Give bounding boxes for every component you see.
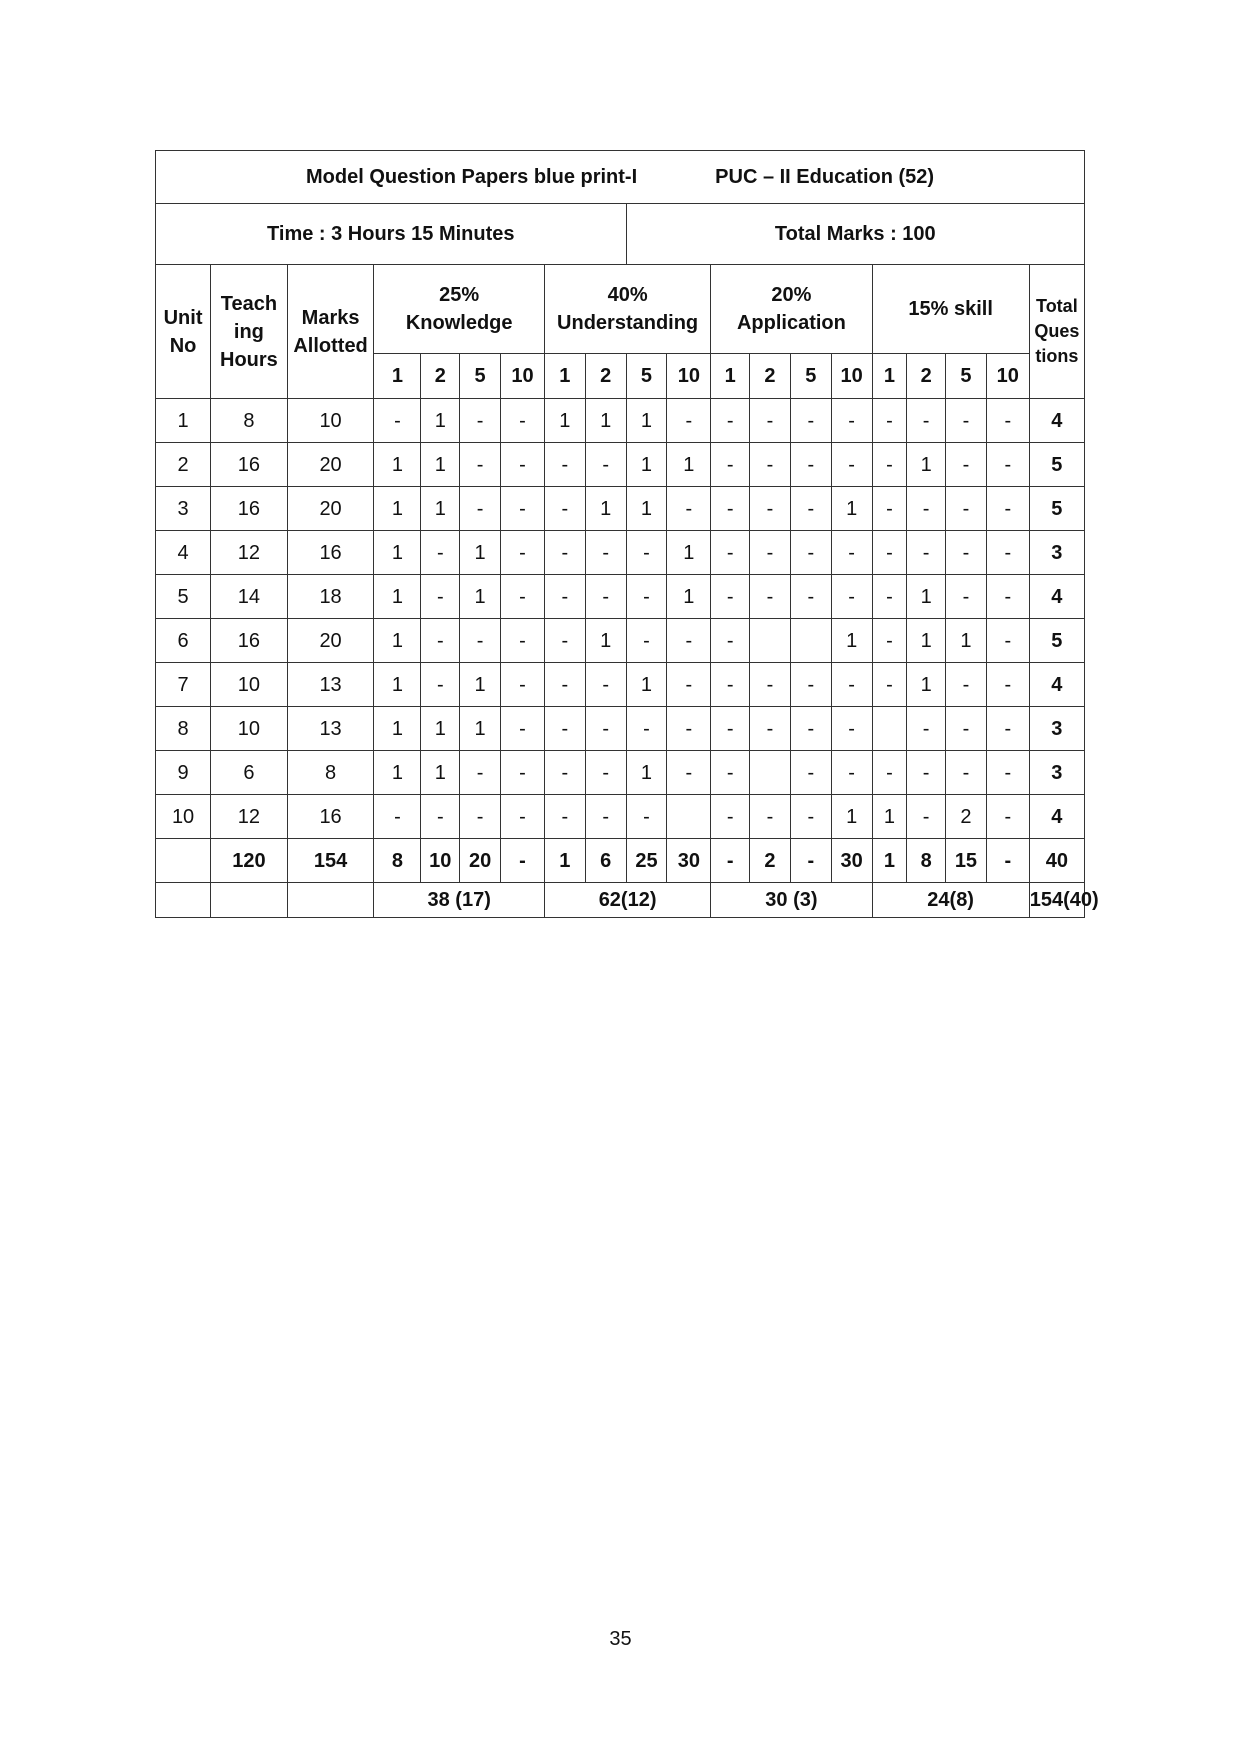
count-cell: 1 — [374, 443, 421, 487]
group-summary-row — [156, 883, 1085, 918]
count-cell: - — [544, 487, 585, 531]
count-cell: 1 — [831, 487, 872, 531]
count-cell: - — [585, 443, 626, 487]
time-label: Time : 3 Hours 15 Minutes — [156, 204, 627, 265]
count-cell: - — [872, 531, 907, 575]
count-cell: - — [831, 751, 872, 795]
marks-cell: 16 — [287, 795, 374, 839]
table-row — [156, 575, 1085, 619]
mark-col-header: 2 — [585, 354, 626, 399]
count-cell: - — [544, 707, 585, 751]
count-cell: - — [790, 531, 831, 575]
count-cell: - — [872, 399, 907, 443]
count-cell — [790, 619, 831, 663]
count-cell: 1 — [946, 619, 987, 663]
hours-cell: 16 — [211, 443, 288, 487]
count-cell: - — [711, 707, 750, 751]
count-cell: - — [790, 707, 831, 751]
count-cell: 1 — [872, 795, 907, 839]
count-cell: - — [501, 751, 545, 795]
mark-col-header: 5 — [790, 354, 831, 399]
count-cell: - — [872, 663, 907, 707]
count-cell: - — [872, 487, 907, 531]
count-cell: - — [421, 619, 460, 663]
count-cell: - — [831, 443, 872, 487]
table-row — [156, 707, 1085, 751]
count-cell: 1 — [831, 619, 872, 663]
count-cell: - — [790, 751, 831, 795]
count-total-cell: 8 — [374, 839, 421, 883]
count-cell: - — [946, 663, 987, 707]
count-cell: - — [501, 531, 545, 575]
total-cell: 4 — [1029, 663, 1084, 707]
count-cell: - — [907, 751, 946, 795]
total-cell: 3 — [1029, 531, 1084, 575]
unit-no-header: Unit No — [156, 265, 211, 399]
count-cell: 1 — [374, 707, 421, 751]
count-cell: - — [501, 575, 545, 619]
count-cell: - — [750, 399, 791, 443]
count-cell: - — [872, 619, 907, 663]
table-row — [156, 751, 1085, 795]
marks-cell: 18 — [287, 575, 374, 619]
mark-col-header: 2 — [750, 354, 791, 399]
teaching-hours-header: Teach ing Hours — [211, 265, 288, 399]
mark-col-header: 10 — [667, 354, 711, 399]
count-cell: - — [711, 575, 750, 619]
count-cell: - — [872, 443, 907, 487]
mark-col-header: 1 — [544, 354, 585, 399]
mark-col-header: 1 — [872, 354, 907, 399]
title-left: Model Question Papers blue print-I — [306, 166, 638, 188]
page-number: 35 — [609, 1628, 632, 1650]
count-cell: - — [790, 795, 831, 839]
count-cell: - — [831, 575, 872, 619]
count-cell: 1 — [907, 663, 946, 707]
count-cell: - — [667, 707, 711, 751]
count-cell: - — [946, 707, 987, 751]
unit-cell: 1 — [156, 399, 211, 443]
count-cell: 1 — [907, 443, 946, 487]
total-questions-header: Total Ques tions — [1029, 265, 1084, 399]
count-cell: 1 — [421, 443, 460, 487]
unit-cell: 10 — [156, 795, 211, 839]
count-cell: - — [986, 707, 1029, 751]
count-cell: 1 — [667, 531, 711, 575]
marks-cell: 20 — [287, 487, 374, 531]
count-cell: 2 — [946, 795, 987, 839]
skill-header: 15% skill — [872, 265, 1029, 354]
count-cell: - — [831, 707, 872, 751]
count-total-cell: 6 — [585, 839, 626, 883]
count-cell: - — [667, 619, 711, 663]
application-header: 20% Application — [711, 265, 872, 354]
count-cell: - — [501, 795, 545, 839]
marks-cell: 10 — [287, 399, 374, 443]
count-cell: 1 — [667, 575, 711, 619]
count-cell: - — [831, 663, 872, 707]
count-cell: - — [626, 795, 667, 839]
count-cell: - — [872, 751, 907, 795]
count-total-cell: 20 — [460, 839, 501, 883]
count-cell: - — [750, 795, 791, 839]
marks-cell: 20 — [287, 443, 374, 487]
count-cell: - — [544, 751, 585, 795]
hours-total-cell: 120 — [211, 839, 288, 883]
count-cell: - — [946, 575, 987, 619]
count-cell: - — [544, 531, 585, 575]
hours-cell: 16 — [211, 487, 288, 531]
count-cell — [872, 707, 907, 751]
count-cell: 1 — [421, 751, 460, 795]
count-cell: 1 — [626, 487, 667, 531]
table-row — [156, 487, 1085, 531]
unit-cell: 6 — [156, 619, 211, 663]
count-cell: - — [544, 663, 585, 707]
count-cell: - — [585, 707, 626, 751]
count-cell: - — [750, 531, 791, 575]
hours-cell: 12 — [211, 795, 288, 839]
group-total-cell: 38 (17) — [374, 883, 544, 918]
mark-col-header: 1 — [374, 354, 421, 399]
count-cell: - — [711, 663, 750, 707]
count-cell: - — [986, 487, 1029, 531]
count-cell: - — [585, 751, 626, 795]
total-cell: 5 — [1029, 487, 1084, 531]
table-row — [156, 399, 1085, 443]
count-cell: - — [501, 487, 545, 531]
count-cell: - — [626, 707, 667, 751]
count-cell: - — [711, 751, 750, 795]
total-cell: 5 — [1029, 619, 1084, 663]
unit-cell: 8 — [156, 707, 211, 751]
count-cell — [750, 619, 791, 663]
hours-cell: 8 — [211, 399, 288, 443]
count-cell: - — [986, 575, 1029, 619]
table-row — [156, 531, 1085, 575]
hours-cell: 10 — [211, 707, 288, 751]
mark-col-header: 1 — [711, 354, 750, 399]
count-total-cell: 2 — [750, 839, 791, 883]
count-total-cell: - — [986, 839, 1029, 883]
hours-cell: 10 — [211, 663, 288, 707]
count-cell: - — [790, 663, 831, 707]
total-marks-label: Total Marks : 100 — [626, 204, 1084, 265]
unit-cell: 9 — [156, 751, 211, 795]
count-cell: - — [711, 531, 750, 575]
total-cell: 3 — [1029, 751, 1084, 795]
count-cell: - — [907, 487, 946, 531]
table-row — [156, 663, 1085, 707]
unit-cell: 2 — [156, 443, 211, 487]
count-total-cell: 10 — [421, 839, 460, 883]
mark-col-header: 10 — [986, 354, 1029, 399]
table-row — [156, 795, 1085, 839]
marks-cell: 13 — [287, 707, 374, 751]
count-cell: - — [831, 531, 872, 575]
blueprint-table — [155, 150, 1099, 918]
count-cell: - — [750, 443, 791, 487]
count-cell: - — [750, 487, 791, 531]
count-cell: - — [986, 619, 1029, 663]
count-total-cell: 1 — [544, 839, 585, 883]
count-cell: - — [946, 751, 987, 795]
unit-cell: 7 — [156, 663, 211, 707]
total-cell: 4 — [1029, 795, 1084, 839]
count-cell: - — [986, 531, 1029, 575]
count-cell: - — [711, 443, 750, 487]
count-cell: - — [667, 399, 711, 443]
count-cell: - — [626, 531, 667, 575]
count-cell: - — [790, 399, 831, 443]
count-cell: - — [986, 399, 1029, 443]
count-cell: 1 — [421, 707, 460, 751]
count-cell: 1 — [374, 619, 421, 663]
empty-cell — [211, 883, 288, 918]
count-cell: - — [667, 487, 711, 531]
total-cell: 3 — [1029, 707, 1084, 751]
count-cell: - — [626, 619, 667, 663]
count-cell: - — [872, 575, 907, 619]
count-cell: - — [831, 399, 872, 443]
count-total-cell: 15 — [946, 839, 987, 883]
count-cell: 1 — [460, 663, 501, 707]
table-row — [156, 443, 1085, 487]
count-cell: - — [986, 751, 1029, 795]
count-cell: - — [585, 663, 626, 707]
count-cell: - — [501, 663, 545, 707]
mark-col-header: 5 — [460, 354, 501, 399]
count-cell: - — [946, 443, 987, 487]
grand-total-cell: 154(40) — [1029, 883, 1084, 918]
group-total-cell: 62(12) — [544, 883, 710, 918]
count-cell: - — [946, 399, 987, 443]
count-cell: 1 — [626, 399, 667, 443]
count-cell: - — [421, 795, 460, 839]
count-cell: 1 — [374, 575, 421, 619]
count-cell: - — [501, 399, 545, 443]
count-cell: - — [374, 399, 421, 443]
count-cell: - — [750, 707, 791, 751]
count-cell: 1 — [626, 751, 667, 795]
count-cell: - — [907, 531, 946, 575]
count-cell: - — [750, 575, 791, 619]
count-cell: 1 — [421, 399, 460, 443]
count-total-cell: 8 — [907, 839, 946, 883]
group-total-cell: 30 (3) — [711, 883, 872, 918]
knowledge-header: 25% Knowledge — [374, 265, 544, 354]
mark-col-header: 5 — [626, 354, 667, 399]
marks-cell: 16 — [287, 531, 374, 575]
count-cell: - — [501, 707, 545, 751]
mark-col-header: 10 — [831, 354, 872, 399]
count-cell: - — [711, 487, 750, 531]
count-cell: 1 — [460, 531, 501, 575]
count-cell: 1 — [374, 663, 421, 707]
count-cell: - — [544, 443, 585, 487]
count-cell: - — [907, 707, 946, 751]
total-cell: 4 — [1029, 575, 1084, 619]
count-cell: - — [585, 795, 626, 839]
count-cell: - — [544, 795, 585, 839]
count-cell: - — [460, 443, 501, 487]
count-cell: - — [460, 619, 501, 663]
count-total-cell: - — [711, 839, 750, 883]
totals-row — [156, 839, 1085, 883]
understanding-header: 40% Understanding — [544, 265, 710, 354]
mark-col-header: 5 — [946, 354, 987, 399]
count-cell: - — [585, 575, 626, 619]
table-title — [156, 151, 1085, 204]
count-cell: - — [667, 751, 711, 795]
hours-cell: 12 — [211, 531, 288, 575]
count-cell: - — [667, 663, 711, 707]
count-cell: - — [460, 751, 501, 795]
marks-cell: 8 — [287, 751, 374, 795]
group-total-cell: 24(8) — [872, 883, 1029, 918]
count-cell: - — [501, 619, 545, 663]
count-cell: - — [790, 487, 831, 531]
unit-cell: 5 — [156, 575, 211, 619]
count-cell: 1 — [460, 707, 501, 751]
count-cell: - — [711, 619, 750, 663]
count-cell: 1 — [907, 619, 946, 663]
count-total-cell: - — [790, 839, 831, 883]
marks-cell: 20 — [287, 619, 374, 663]
count-cell: - — [544, 619, 585, 663]
count-total-cell: 25 — [626, 839, 667, 883]
marks-cell: 13 — [287, 663, 374, 707]
empty-cell — [287, 883, 374, 918]
count-cell: - — [986, 443, 1029, 487]
count-cell: - — [544, 575, 585, 619]
count-cell: - — [907, 399, 946, 443]
unit-cell: 3 — [156, 487, 211, 531]
table-row — [156, 619, 1085, 663]
count-cell: - — [460, 399, 501, 443]
count-cell: 1 — [374, 487, 421, 531]
count-cell: - — [711, 795, 750, 839]
hours-cell: 14 — [211, 575, 288, 619]
mark-col-header: 2 — [907, 354, 946, 399]
count-cell: 1 — [626, 443, 667, 487]
questions-total-cell: 40 — [1029, 839, 1084, 883]
count-cell: 1 — [585, 619, 626, 663]
count-cell: 1 — [374, 531, 421, 575]
count-cell: - — [421, 663, 460, 707]
count-cell: 1 — [831, 795, 872, 839]
total-cell: 4 — [1029, 399, 1084, 443]
hours-cell: 16 — [211, 619, 288, 663]
count-cell: - — [946, 487, 987, 531]
count-cell: - — [460, 795, 501, 839]
mark-col-header: 10 — [501, 354, 545, 399]
total-cell: 5 — [1029, 443, 1084, 487]
count-cell: - — [986, 663, 1029, 707]
count-cell: - — [626, 575, 667, 619]
count-cell: 1 — [626, 663, 667, 707]
count-cell — [667, 795, 711, 839]
hours-cell: 6 — [211, 751, 288, 795]
count-cell: - — [421, 531, 460, 575]
count-cell: - — [421, 575, 460, 619]
count-cell: - — [711, 399, 750, 443]
mark-col-header: 2 — [421, 354, 460, 399]
unit-cell: 4 — [156, 531, 211, 575]
count-cell: 1 — [585, 399, 626, 443]
count-cell: - — [907, 795, 946, 839]
title-right: PUC – II Education (52) — [715, 166, 935, 188]
count-total-cell: - — [501, 839, 545, 883]
count-cell: - — [460, 487, 501, 531]
marks-total-cell: 154 — [287, 839, 374, 883]
count-total-cell: 1 — [872, 839, 907, 883]
count-cell: - — [374, 795, 421, 839]
count-cell: - — [585, 531, 626, 575]
count-cell: 1 — [907, 575, 946, 619]
count-cell: 1 — [421, 487, 460, 531]
count-cell: - — [790, 575, 831, 619]
count-cell: 1 — [585, 487, 626, 531]
marks-allotted-header: Marks Allotted — [287, 265, 374, 399]
count-cell: - — [986, 795, 1029, 839]
count-cell: 1 — [544, 399, 585, 443]
empty-cell — [156, 883, 211, 918]
count-cell: - — [946, 531, 987, 575]
count-cell: 1 — [667, 443, 711, 487]
count-total-cell: 30 — [831, 839, 872, 883]
count-total-cell: 30 — [667, 839, 711, 883]
count-cell: - — [501, 443, 545, 487]
count-cell: 1 — [460, 575, 501, 619]
count-cell: 1 — [374, 751, 421, 795]
count-cell: - — [790, 443, 831, 487]
count-cell: - — [750, 663, 791, 707]
unit-cell — [156, 839, 211, 883]
count-cell — [750, 751, 791, 795]
